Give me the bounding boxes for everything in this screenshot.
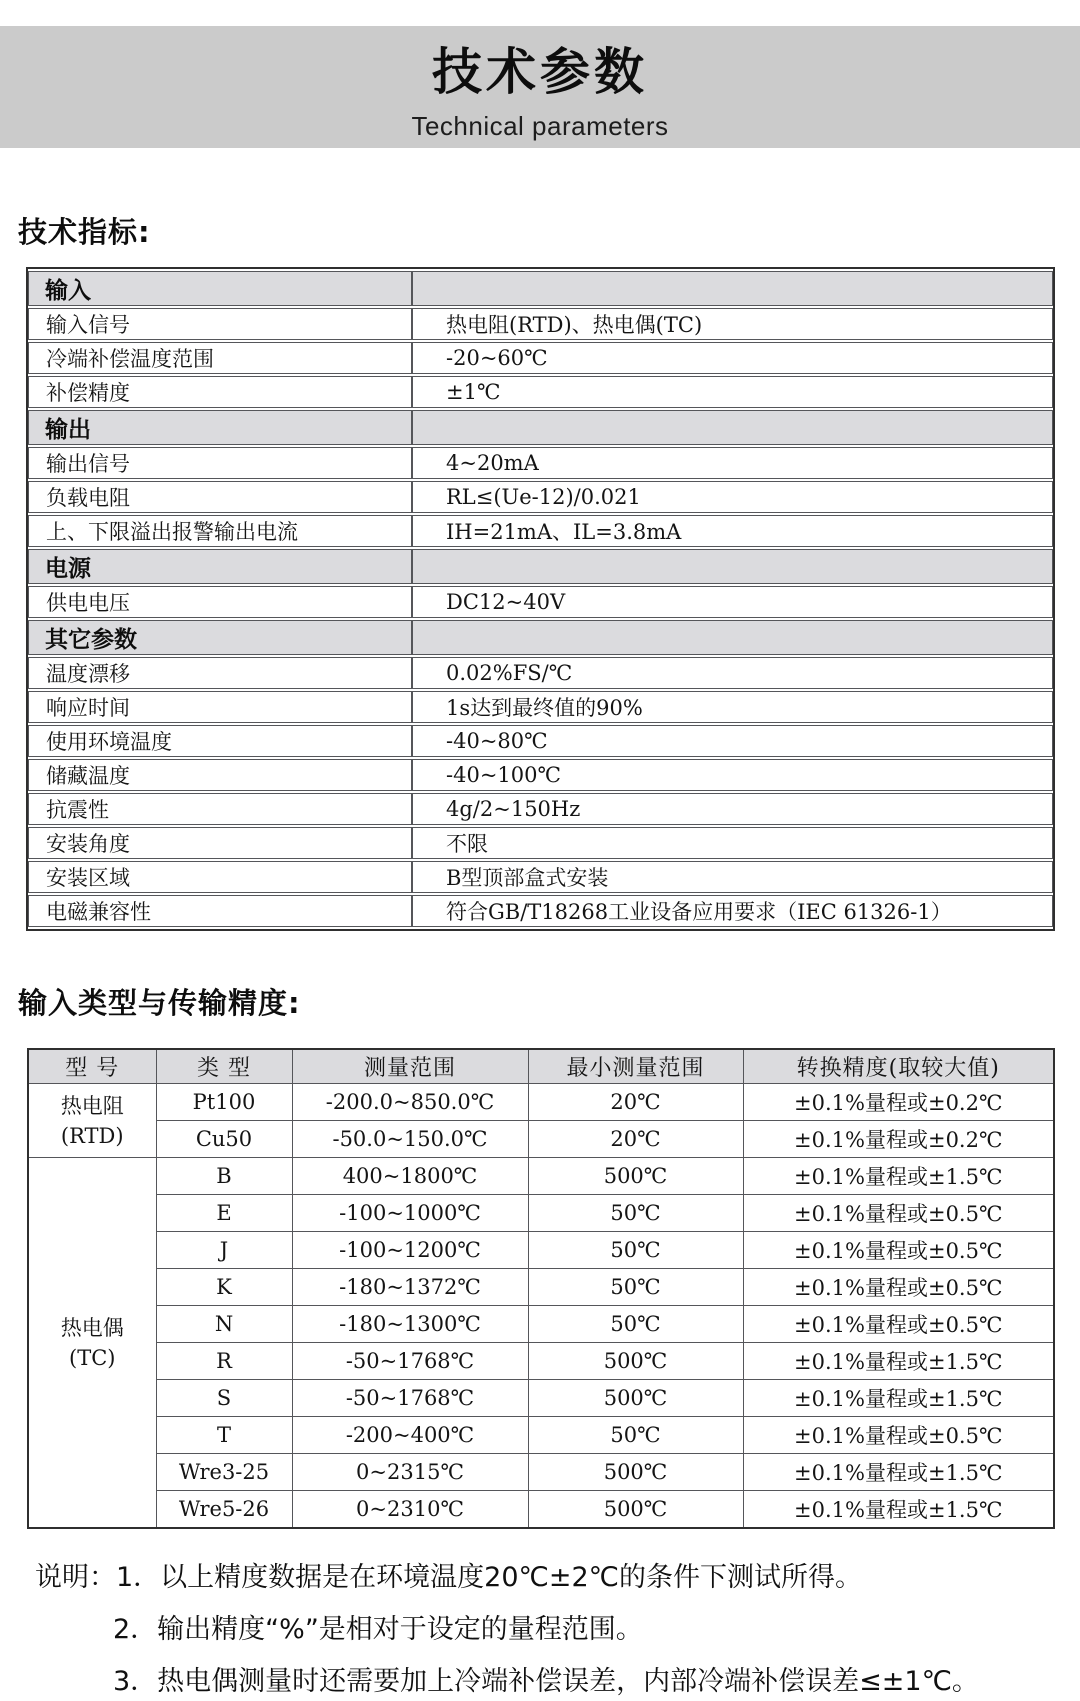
spec-label-cell: 抗震性 xyxy=(28,793,412,825)
spec-row xyxy=(28,793,1053,825)
spec-section-row xyxy=(28,620,1053,655)
spec-value-cell: -20~60℃ xyxy=(412,342,1053,374)
spec-row xyxy=(28,447,1053,479)
io-row xyxy=(28,1232,1054,1269)
io-row xyxy=(28,1269,1054,1306)
io-range-cell: -100~1200℃ xyxy=(292,1232,528,1269)
spec-value-cell: ±1℃ xyxy=(412,376,1053,408)
spec-label-cell: 使用环境温度 xyxy=(28,725,412,757)
spec-value-cell: -40~80℃ xyxy=(412,725,1053,757)
spec-label-cell: 补偿精度 xyxy=(28,376,412,408)
io-minrange-cell: 500℃ xyxy=(528,1454,743,1491)
page xyxy=(0,26,1080,1701)
spec-row xyxy=(28,691,1053,723)
io-row xyxy=(28,1380,1054,1417)
io-minrange-cell: 50℃ xyxy=(528,1232,743,1269)
io-row xyxy=(28,1343,1054,1380)
spec-section-row xyxy=(28,271,1053,306)
spec-row xyxy=(28,515,1053,547)
io-range-cell: 0~2315℃ xyxy=(292,1454,528,1491)
spec-value-cell xyxy=(412,549,1053,584)
io-table-body xyxy=(28,1084,1054,1529)
note-line-1 xyxy=(35,1559,1080,1597)
io-model-cell xyxy=(28,1158,156,1529)
spec-row xyxy=(28,657,1053,689)
spec-value-cell: 4~20mA xyxy=(412,447,1053,479)
io-minrange-cell: 500℃ xyxy=(528,1343,743,1380)
spec-value-cell: 0.02%FS/℃ xyxy=(412,657,1053,689)
io-accuracy-cell: ±0.1%量程或±0.2℃ xyxy=(743,1121,1054,1158)
io-column-header: 转换精度(取较大值) xyxy=(743,1049,1054,1084)
spec-row xyxy=(28,759,1053,791)
io-accuracy-cell: ±0.1%量程或±1.5℃ xyxy=(743,1491,1054,1529)
io-header-row xyxy=(28,1049,1054,1084)
note-text-3: 3．热电偶测量时还需要加上冷端补偿误差，内部冷端补偿误差≤±1℃。 xyxy=(113,1666,979,1697)
io-type-cell: E xyxy=(156,1195,292,1232)
spec-label-cell: 输出信号 xyxy=(28,447,412,479)
spec-label-cell: 响应时间 xyxy=(28,691,412,723)
spec-label-cell: 温度漂移 xyxy=(28,657,412,689)
spec-value-cell: 热电阻(RTD)、热电偶(TC) xyxy=(412,308,1053,340)
spec-value-cell: 1s达到最终值的90% xyxy=(412,691,1053,723)
spec-value-cell: DC12~40V xyxy=(412,586,1053,618)
io-column-header: 测量范围 xyxy=(292,1049,528,1084)
io-type-cell: K xyxy=(156,1269,292,1306)
io-model-name: 热电偶 xyxy=(60,1315,124,1340)
io-range-cell: -200.0~850.0℃ xyxy=(292,1084,528,1121)
io-range-cell: -100~1000℃ xyxy=(292,1195,528,1232)
page-title: 技术参数 xyxy=(432,43,648,101)
spec-label-cell: 电磁兼容性 xyxy=(28,895,412,927)
spec-label-cell: 负载电阻 xyxy=(28,481,412,513)
io-minrange-cell: 50℃ xyxy=(528,1195,743,1232)
io-accuracy-cell: ±0.1%量程或±0.5℃ xyxy=(743,1417,1054,1454)
io-minrange-cell: 500℃ xyxy=(528,1491,743,1529)
spec-label-cell: 安装区域 xyxy=(28,861,412,893)
spec-label-cell: 输入 xyxy=(28,271,412,306)
io-range-cell: -180~1300℃ xyxy=(292,1306,528,1343)
io-minrange-cell: 500℃ xyxy=(528,1158,743,1195)
spec-row xyxy=(28,895,1053,927)
io-row xyxy=(28,1491,1054,1529)
io-row xyxy=(28,1417,1054,1454)
io-row xyxy=(28,1454,1054,1491)
io-row xyxy=(28,1121,1054,1158)
spec-row xyxy=(28,725,1053,757)
io-type-cell: Wre3-25 xyxy=(156,1454,292,1491)
io-table xyxy=(27,1048,1055,1529)
io-accuracy-cell: ±0.1%量程或±1.5℃ xyxy=(743,1454,1054,1491)
io-column-header: 类 型 xyxy=(156,1049,292,1084)
io-range-cell: -50~1768℃ xyxy=(292,1343,528,1380)
io-accuracy-cell: ±0.1%量程或±0.2℃ xyxy=(743,1084,1054,1121)
spec-label-cell: 上、下限溢出报警输出电流 xyxy=(28,515,412,547)
spec-label-cell: 供电电压 xyxy=(28,586,412,618)
notes xyxy=(35,1559,1080,1701)
io-minrange-cell: 50℃ xyxy=(528,1306,743,1343)
io-column-header: 最小测量范围 xyxy=(528,1049,743,1084)
notes-label: 说明： xyxy=(35,1562,116,1593)
io-minrange-cell: 500℃ xyxy=(528,1380,743,1417)
spec-row xyxy=(28,342,1053,374)
io-accuracy-cell: ±0.1%量程或±0.5℃ xyxy=(743,1306,1054,1343)
io-type-cell: Wre5-26 xyxy=(156,1491,292,1529)
io-row xyxy=(28,1084,1054,1121)
spec-value-cell xyxy=(412,620,1053,655)
spec-value-cell: 4g/2~150Hz xyxy=(412,793,1053,825)
note-line-3 xyxy=(35,1663,1080,1701)
spec-value-cell: RL≤(Ue-12)/0.021 xyxy=(412,481,1053,513)
spec-row xyxy=(28,481,1053,513)
io-minrange-cell: 50℃ xyxy=(528,1269,743,1306)
spec-label-cell: 电源 xyxy=(28,549,412,584)
spec-label-cell: 冷端补偿温度范围 xyxy=(28,342,412,374)
spec-label-cell: 安装角度 xyxy=(28,827,412,859)
io-accuracy-cell: ±0.1%量程或±1.5℃ xyxy=(743,1380,1054,1417)
io-range-cell: -180~1372℃ xyxy=(292,1269,528,1306)
io-range-cell: 400~1800℃ xyxy=(292,1158,528,1195)
io-model-cell xyxy=(28,1084,156,1158)
spec-value-cell: B型顶部盒式安装 xyxy=(412,861,1053,893)
spec-value-cell: 不限 xyxy=(412,827,1053,859)
io-minrange-cell: 20℃ xyxy=(528,1121,743,1158)
spec-value-cell xyxy=(412,410,1053,445)
io-table-head xyxy=(28,1049,1054,1084)
io-type-cell: B xyxy=(156,1158,292,1195)
spec-value-cell: 符合GB/T18268工业设备应用要求（IEC 61326-1） xyxy=(412,895,1053,927)
spec-row xyxy=(28,308,1053,340)
spec-value-cell: -40~100℃ xyxy=(412,759,1053,791)
spec-label-cell: 储藏温度 xyxy=(28,759,412,791)
io-column-header: 型 号 xyxy=(28,1049,156,1084)
spec-label-cell: 其它参数 xyxy=(28,620,412,655)
io-type-cell: R xyxy=(156,1343,292,1380)
io-row xyxy=(28,1306,1054,1343)
io-type-cell: J xyxy=(156,1232,292,1269)
spec-row xyxy=(28,586,1053,618)
io-minrange-cell: 50℃ xyxy=(528,1417,743,1454)
io-model-name: 热电阻 xyxy=(60,1093,124,1118)
spec-row xyxy=(28,376,1053,408)
io-row xyxy=(28,1195,1054,1232)
spec-value-cell: IH=21mA、IL=3.8mA xyxy=(412,515,1053,547)
spec-section-heading: 技术指标: xyxy=(18,215,151,249)
io-type-cell: Cu50 xyxy=(156,1121,292,1158)
spec-table-body xyxy=(28,271,1053,927)
spec-value-cell xyxy=(412,271,1053,306)
io-range-cell: -50~1768℃ xyxy=(292,1380,528,1417)
io-accuracy-cell: ±0.1%量程或±1.5℃ xyxy=(743,1343,1054,1380)
note-text-1: 1．以上精度数据是在环境温度20℃±2℃的条件下测试所得。 xyxy=(116,1562,862,1593)
io-type-cell: S xyxy=(156,1380,292,1417)
io-accuracy-cell: ±0.1%量程或±0.5℃ xyxy=(743,1232,1054,1269)
spec-section-row xyxy=(28,549,1053,584)
title-banner xyxy=(0,26,1080,148)
io-row xyxy=(28,1158,1054,1195)
io-section-heading: 输入类型与传输精度: xyxy=(18,986,301,1020)
note-line-2 xyxy=(35,1611,1080,1649)
page-subtitle: Technical parameters xyxy=(411,111,669,141)
io-model-sub: (RTD) xyxy=(60,1123,124,1148)
spec-row xyxy=(28,861,1053,893)
io-range-cell: 0~2310℃ xyxy=(292,1491,528,1529)
io-minrange-cell: 20℃ xyxy=(528,1084,743,1121)
io-range-cell: -200~400℃ xyxy=(292,1417,528,1454)
io-range-cell: -50.0~150.0℃ xyxy=(292,1121,528,1158)
spec-row xyxy=(28,827,1053,859)
io-model-sub: (TC) xyxy=(69,1345,116,1370)
io-accuracy-cell: ±0.1%量程或±0.5℃ xyxy=(743,1195,1054,1232)
io-type-cell: Pt100 xyxy=(156,1084,292,1121)
io-accuracy-cell: ±0.1%量程或±1.5℃ xyxy=(743,1158,1054,1195)
spec-table xyxy=(26,267,1055,931)
spec-section-row xyxy=(28,410,1053,445)
spec-label-cell: 输出 xyxy=(28,410,412,445)
spec-label-cell: 输入信号 xyxy=(28,308,412,340)
io-type-cell: N xyxy=(156,1306,292,1343)
note-text-2: 2．输出精度“%”是相对于设定的量程范围。 xyxy=(113,1614,643,1645)
io-type-cell: T xyxy=(156,1417,292,1454)
io-accuracy-cell: ±0.1%量程或±0.5℃ xyxy=(743,1269,1054,1306)
